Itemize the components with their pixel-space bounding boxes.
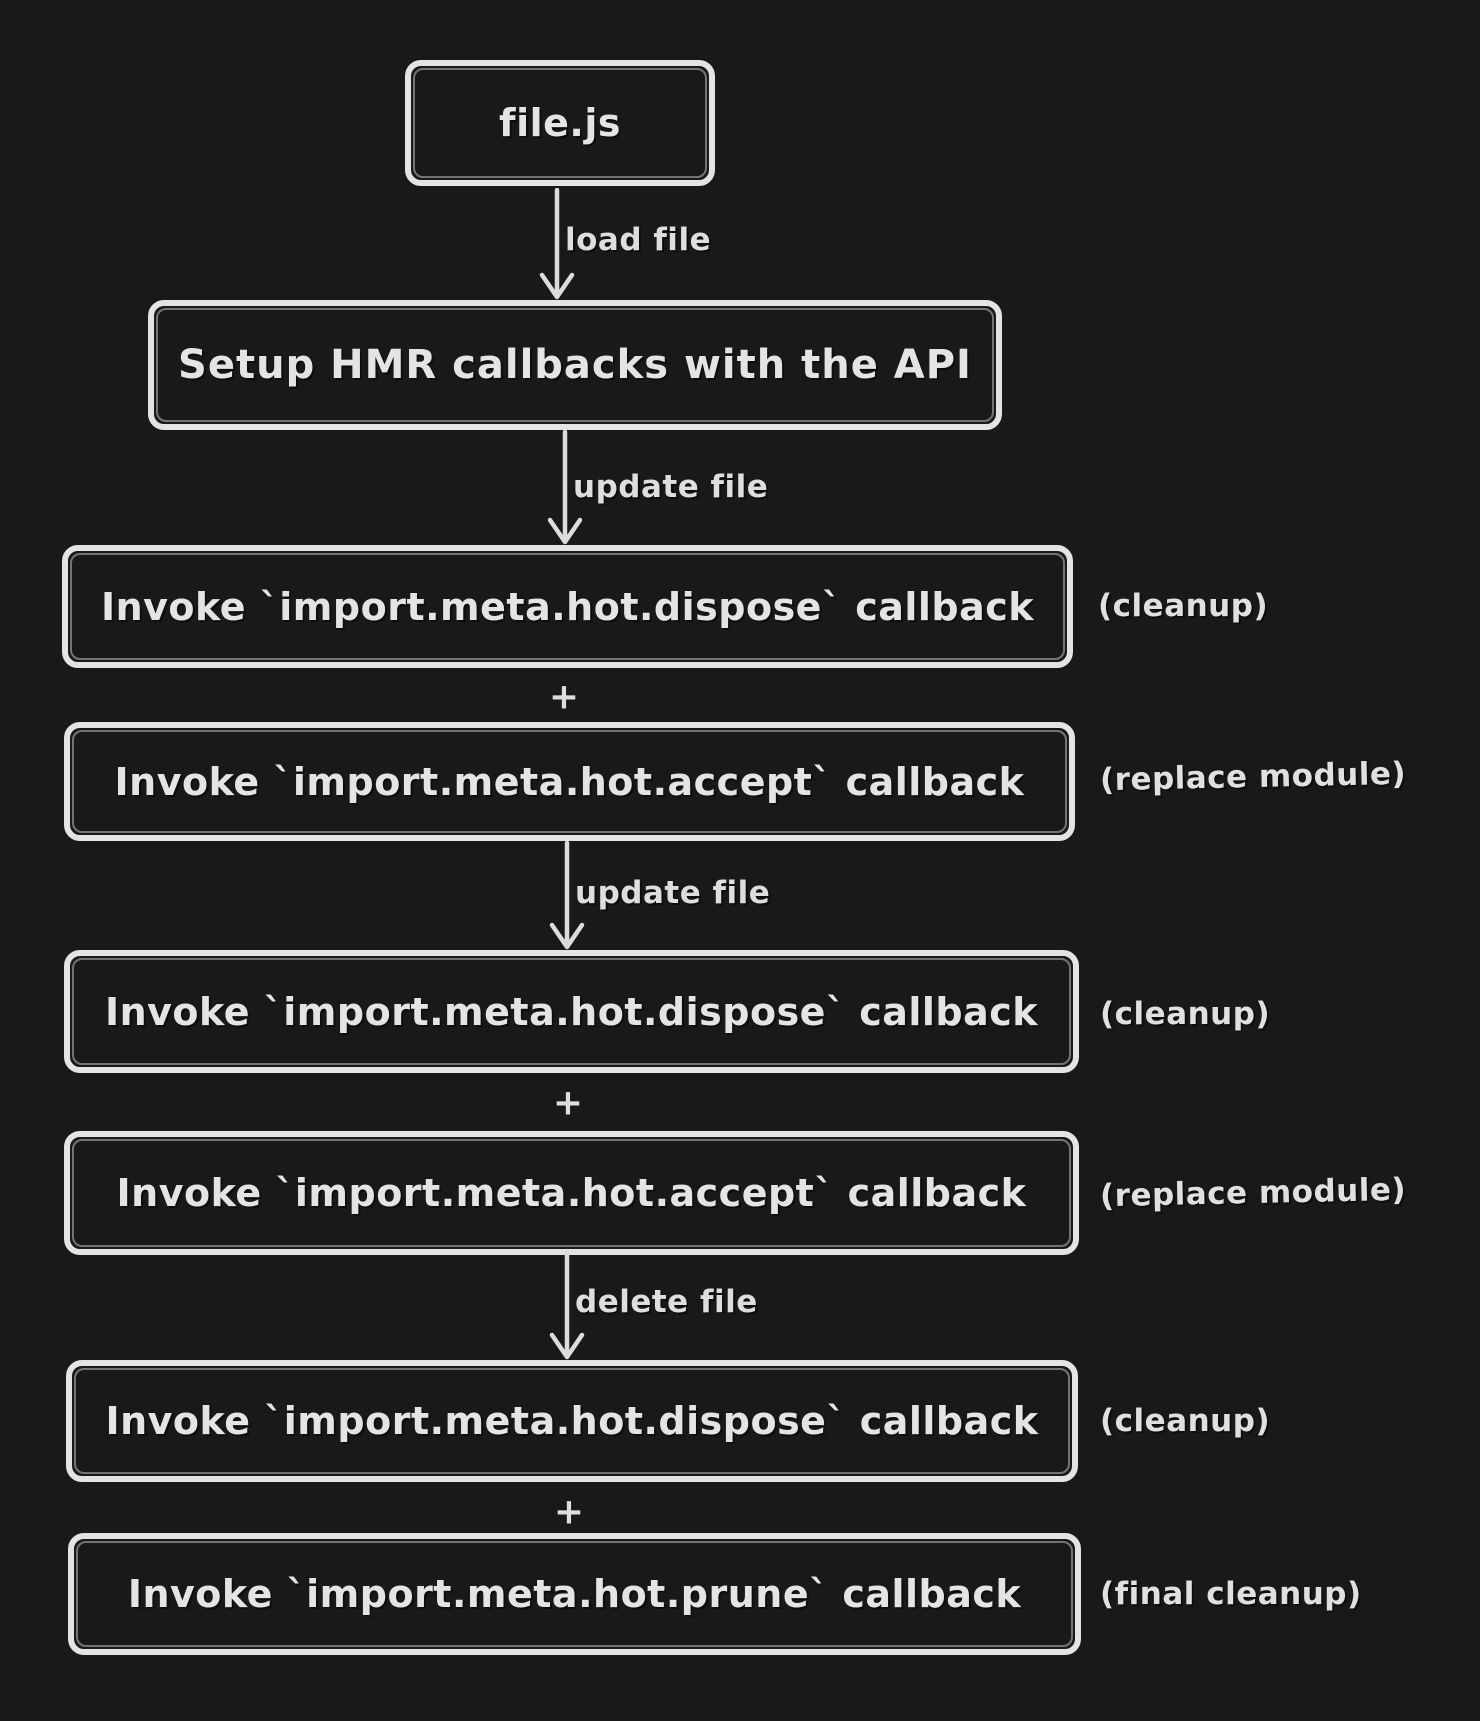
edge-label: update file: [573, 469, 769, 505]
annotation-replace-module-1: (replace module): [1099, 755, 1407, 799]
node-invoke-accept-2: [64, 1131, 1079, 1255]
node-invoke-accept-1: [64, 722, 1075, 841]
edge-delete-file: [545, 1250, 758, 1360]
edge-update-file-1: [543, 430, 769, 545]
node-label: Invoke `import.meta.hot.dispose` callback: [104, 989, 1039, 1034]
node-label: Invoke `import.meta.hot.prune` callback: [127, 1572, 1022, 1616]
edge-label: load file: [565, 222, 712, 258]
plus-connector-2: +: [552, 1082, 584, 1124]
node-label: Invoke `import.meta.hot.dispose` callback: [105, 1399, 1039, 1443]
edge-update-file-2: [545, 841, 771, 950]
node-label: Invoke `import.meta.hot.accept` callback: [116, 1171, 1027, 1215]
node-label: Invoke `import.meta.hot.dispose` callback: [100, 584, 1035, 629]
edge-label: delete file: [575, 1284, 758, 1320]
annotation-cleanup-1: (cleanup): [1098, 588, 1269, 624]
node-label: Invoke `import.meta.hot.accept` callback: [114, 759, 1025, 804]
plus-connector-1: +: [548, 676, 580, 718]
annotation-cleanup-3: (cleanup): [1100, 1403, 1271, 1439]
node-invoke-prune: [68, 1533, 1081, 1655]
node-invoke-dispose-2: [64, 950, 1079, 1073]
edge-label: update file: [575, 875, 771, 911]
annotation-final-cleanup: (final cleanup): [1100, 1576, 1362, 1612]
node-invoke-dispose-3: [66, 1360, 1078, 1482]
node-invoke-dispose-1: [62, 545, 1073, 668]
plus-connector-3: +: [553, 1491, 585, 1533]
edge-load-file: [535, 188, 712, 300]
node-setup-hmr-callbacks: [148, 300, 1002, 430]
node-label: file.js: [499, 101, 621, 145]
node-label: Setup HMR callbacks with the API: [178, 342, 972, 388]
annotation-replace-module-2: (replace module): [1099, 1171, 1407, 1215]
node-file-js: [405, 60, 715, 186]
annotation-cleanup-2: (cleanup): [1100, 996, 1271, 1032]
